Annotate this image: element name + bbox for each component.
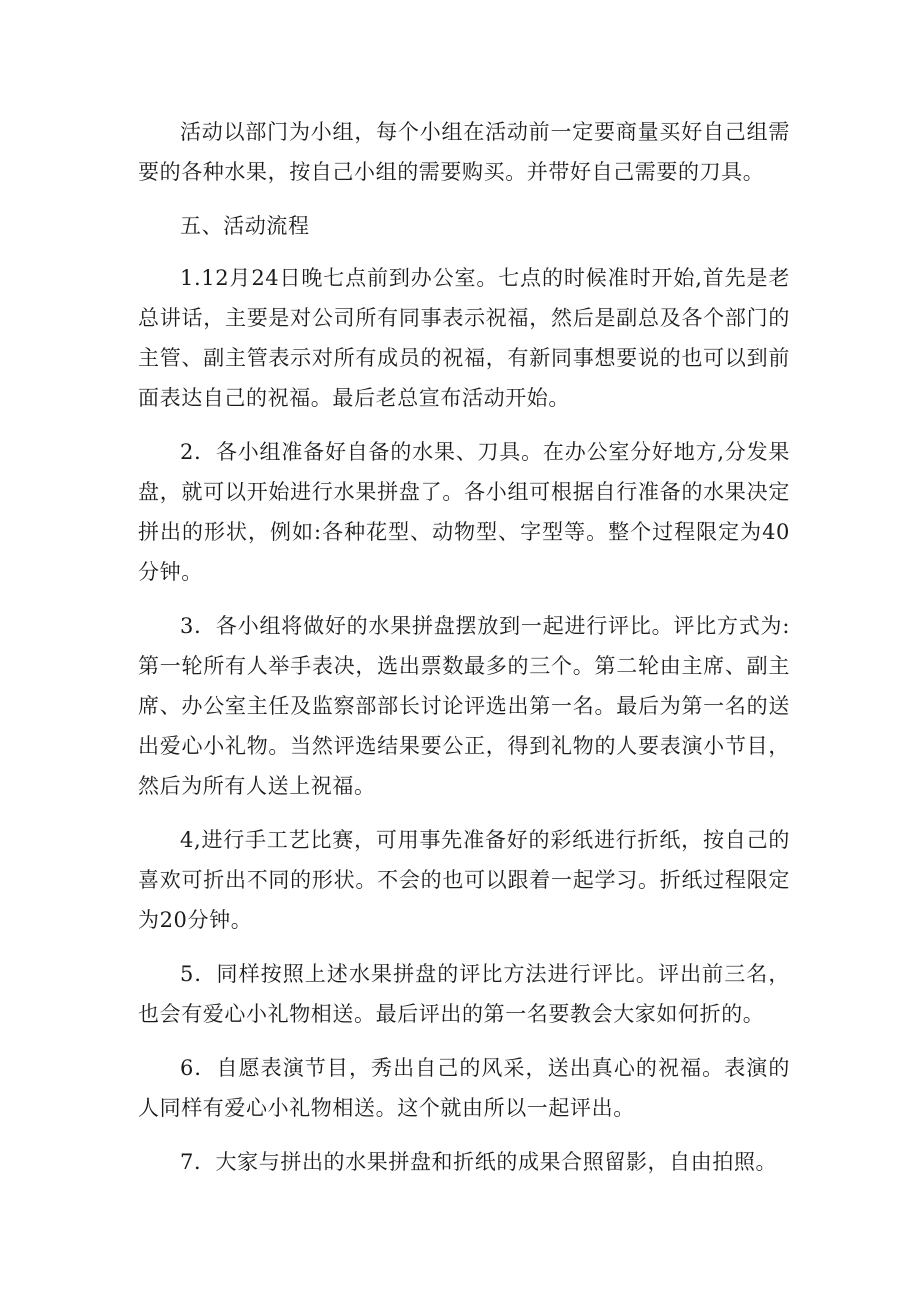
document-page xyxy=(138,112,790,1196)
step-6-paragraph: 6．自愿表演节目，秀出自己的风采，送出真心的祝福。表演的人同样有爱心小礼物相送。这个就由所以一起评出。 xyxy=(138,1056,790,1120)
step-1-paragraph: 1.12月24日晚七点前到办公室。七点的时候准时开始,首先是老总讲话，主要是对公司所有同事表示祝福，然后是副总及各个部门的主管、副主管表示对所有成员的祝福，有新同事想要说的也可以到前面表达自己的祝福。最后老总宣布活动开始。 xyxy=(138,266,790,410)
section-heading: 五、活动流程 xyxy=(180,214,310,238)
step-4-paragraph: 4,进行手工艺比赛，可用事先准备好的彩纸进行折纸，按自己的喜欢可折出不同的形状。不会的也可以跟着一起学习。折纸过程限定为20分钟。 xyxy=(138,828,790,932)
paragraph-intro: 活动以部门为小组，每个小组在活动前一定要商量买好自己组需要的各种水果，按自己小组的需要购买。并带好自己需要的刀具。 xyxy=(138,120,790,184)
step-7-paragraph: 7．大家与拼出的水果拼盘和折纸的成果合照留影，自由拍照。 xyxy=(180,1150,778,1174)
step-3-paragraph: 3．各小组将做好的水果拼盘摆放到一起进行评比。评比方式为:第一轮所有人举手表决，选出票数最多的三个。第二轮由主席、副主席、办公室主任及监察部部长讨论评选出第一名。最后为第一名的送出爱心小礼物。当然评选结果要公正，得到礼物的人要表演小节目，然后为所有人送上祝福。 xyxy=(138,614,790,798)
step-2-paragraph: 2．各小组准备好自备的水果、刀具。在办公室分好地方,分发果盘，就可以开始进行水果拼盘了。各小组可根据自行准备的水果决定拼出的形状，例如:各种花型、动物型、字型等。整个过程限定为40分钟。 xyxy=(138,440,790,584)
step-5-paragraph: 5．同样按照上述水果拼盘的评比方法进行评比。评出前三名，也会有爱心小礼物相送。最后评出的第一名要教会大家如何折的。 xyxy=(138,962,790,1026)
